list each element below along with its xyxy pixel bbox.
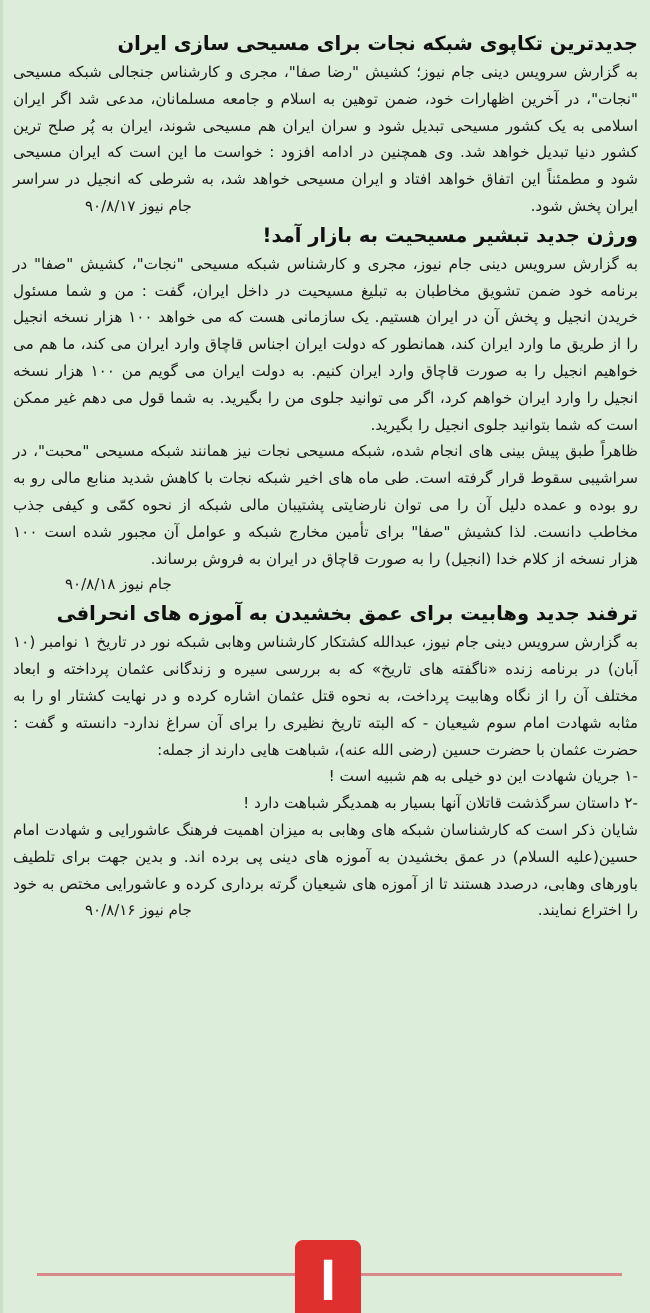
article-paragraph: به گزارش سرویس دینی جام نیوز؛ کشیش "رضا صفا"، مجری و کارشناس جنجالی شبکه مسیحی "نجات"، در آخرین اظهارات خود، ضمن توهین به اسلام و جامعه مسلمانان، مدعی شد اگر ایران اسلامی به یک کشور مسیحی تبدیل شود و سران ایران هم مسیحی شوند، ایران به پُر صلح ترین کشور دنیا تبدیل خواهد شد. وی همچنین در ادامه افزود : خواست ما این است که ایران مسیحی شود و مطمئناً این اتفاق خواهد افتاد و ایران مسیحی خواهد شد، به شرطی که انجیل در سراسر ایران پخش شود. bbox=[13, 63, 638, 215]
article-3 bbox=[13, 600, 638, 922]
article-1 bbox=[13, 30, 638, 218]
article-source: جام نیوز ۹۰/۸/۱۸ bbox=[65, 575, 172, 594]
article-headline: جدیدترین تکاپوی شبکه نجات برای مسیحی سازی ایران bbox=[117, 32, 638, 55]
article-source: جام نیوز ۹۰/۸/۱۷ bbox=[85, 196, 192, 215]
article-paragraph: به گزارش سرویس دینی جام نیوز، عبدالله کشتکار کارشناس وهابی شبکه نور در تاریخ ۱ نوامبر (۱۰ آبان) در برنامه زنده «ناگفته های تاریخ» که به بررسی سیره و زندگانی عثمان پرداخته و ابعاد مختلف آن را از نگاه وهابیت پرداخت، به نحوه قتل عثمان اشاره کرده و در نهایت کشتار او را به مثابه شهادت امام سوم شیعیان - که البته تاریخ نظیری را برای آن سراغ ندارد- دانسته و گفت : حضرت عثمان با حضرت حسین (رضی الله عنه)، شباهت هایی دارند از جمله: bbox=[13, 633, 638, 759]
news-column bbox=[13, 30, 638, 926]
article-list-item: -۱ جریان شهادت این دو خیلی به هم شبیه است ! bbox=[328, 767, 638, 786]
article-headline: ورژن جدید تبشیر مسیحیت به بازار آمد! bbox=[262, 223, 638, 247]
article-headline: ترفند جدید وهابیت برای عمق بخشیدن به آموزه های انحرافی bbox=[56, 602, 638, 626]
article-2 bbox=[13, 222, 638, 597]
article-paragraph: ظاهراً طبق پیش بینی های انجام شده، شبکه مسیحی نجات نیز همانند شبکه مسیحی "محبت"، در سراشیبی سقوط قرار گرفته است. طی ماه های اخیر شبکه نجات با کاهش شدید منابع مالی رو به رو بوده و عمده دلیل آن را می توان نارضایتی پشتیبان مالی شبکه از نحوه کمّی و کیفی جذب مخاطب دانست. لذا کشیش "صفا" برای تأمین مخارج شبکه و عوامل آن مجبور شده است ۱۰۰ هزار نسخه از کلام خدا (انجیل) را به صورت قاچاق در ایران به فروش برساند. bbox=[13, 442, 638, 568]
article-source: جام نیوز ۹۰/۸/۱۶ bbox=[85, 901, 192, 920]
article-list-item: -۲ داستان سرگذشت قاتلان آنها بسیار به همدیگر شباهت دارد ! bbox=[243, 794, 638, 813]
article-paragraph: شایان ذکر است که کارشناسان شبکه های وهابی به میزان اهمیت فرهنگ عاشورایی و شهادت امام حسین(علیه السلام) در عمق بخشیدن به آموزه های دینی پی برده اند. و بدین جهت برای تلطیف باورهای وهابی، درصدد هستند تا از آموزه های شیعیان گرته برداری کرده و عاشورایی مختص به خود را اختراع نمایند. bbox=[13, 820, 638, 920]
page-number: I bbox=[319, 1247, 337, 1313]
page-number-badge bbox=[295, 1240, 361, 1313]
article-paragraph: به گزارش سرویس دینی جام نیوز، مجری و کارشناس شبکه مسیحی "نجات"، کشیش "صفا" در برنامه خود ضمن تشویق مخاطبان به تبلیغ مسیحیت در داخل ایران، گفت : من و شما مسئول خریدن انجیل و پخش آن در ایران هستیم. یک سازمانی هست که می خواهد ۱۰۰ هزار نسخه انجیل را از طریق ما وارد ایران کند، همانطور که دولت ایران اجناس قاچاق وارد ایران می کند، ما هم می خواهیم انجیل را به صورت قاچاق وارد ایران کنیم. به دولت ایران می گویم من ۱۰۰ هزار نسخه انجیل را وارد ایران خواهم کرد، اگر می توانید جلوی من را بگیرید. به شما قول می دهم غیر ممکن است که شما بتوانید جلوی انجیل را بگیرید. bbox=[13, 254, 638, 434]
